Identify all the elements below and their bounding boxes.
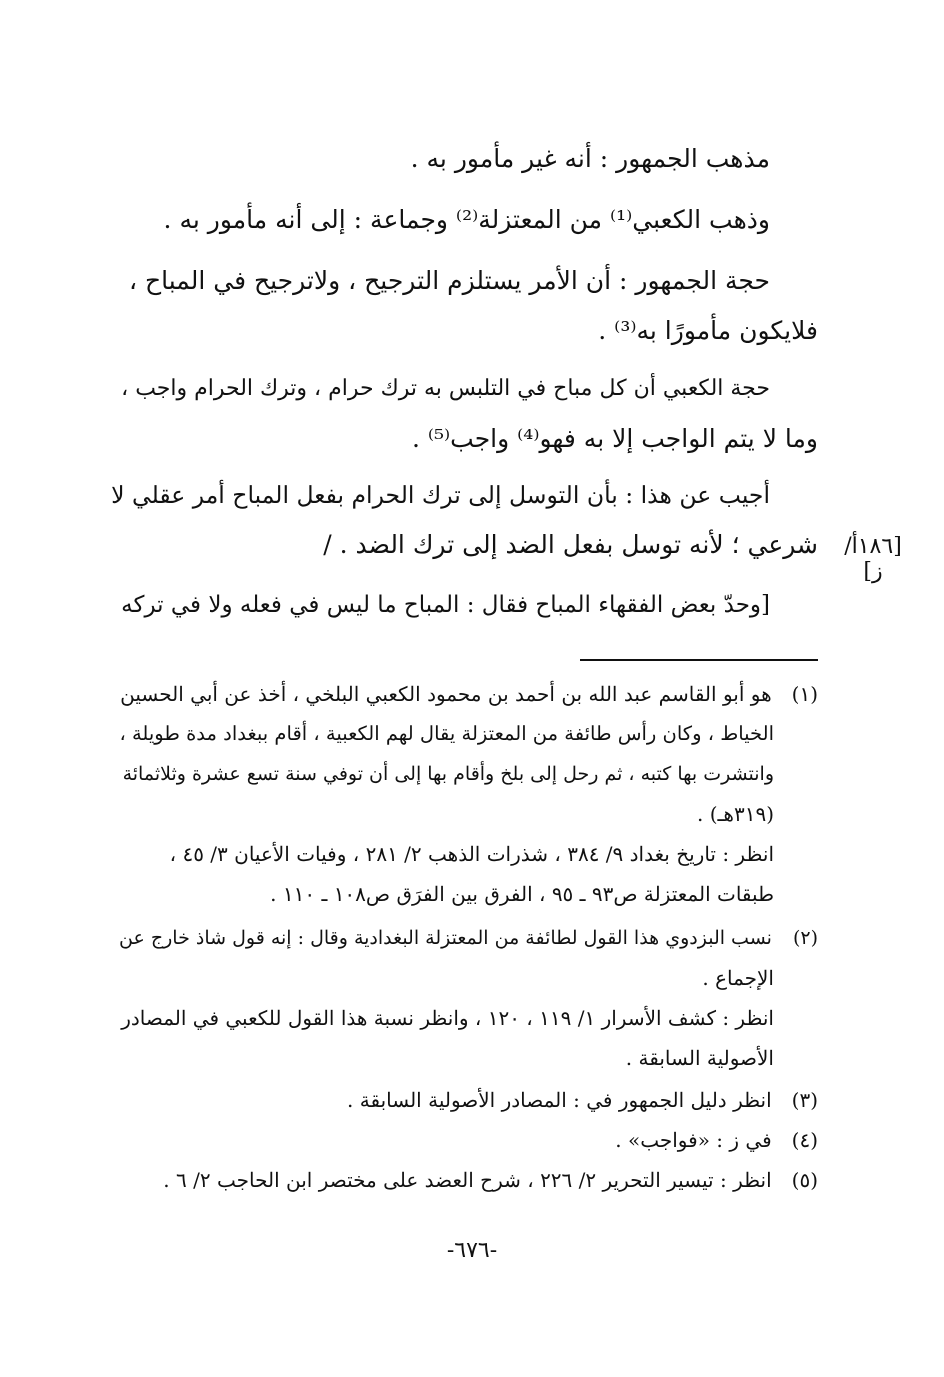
paragraph-line: [وحدّ بعض الفقهاء المباح فقال : المباح ما ليس في فعله ولا في تركه	[121, 592, 770, 618]
footnote-number: (٤)	[791, 1128, 818, 1152]
paragraph-2	[108, 195, 818, 245]
footnote-text: الأصولية السابقة .	[625, 1046, 774, 1070]
paragraph-1	[108, 134, 818, 184]
footnote-number: (١)	[791, 682, 818, 706]
page-number: -٦٧٦-	[446, 1238, 498, 1263]
paragraph-line: فلايكون مأمورًا به⁽³⁾ .	[598, 316, 818, 345]
footnote-text: في ز : «فواجب» .	[615, 1128, 772, 1152]
paragraph-line: شرعي ؛ لأنه توسل بفعل الضد إلى ترك الضد . /	[323, 530, 818, 559]
paragraph-line: مذهب الجمهور : أنه غير مأمور به .	[410, 144, 770, 173]
paragraph-6	[108, 580, 818, 630]
paragraph-line: وذهب الكعبي⁽¹⁾ من المعتزلة⁽²⁾ وجماعة : إلى أنه مأمور به .	[163, 205, 770, 234]
paragraph-line: أجيب عن هذا : بأن التوسل إلى ترك الحرام بفعل المباح أمر عقلي لا	[111, 481, 770, 509]
footnote-5	[108, 1160, 818, 1200]
paragraph-4	[108, 364, 818, 464]
footnote-text: انظر : تيسير التحرير ٢/ ٢٢٦ ، شرح العضد على مختصر ابن الحاجب ٢/ ٦ .	[163, 1168, 772, 1192]
footnote-number: (٢)	[792, 927, 818, 949]
footnote-text: (٣١٩هـ) .	[697, 802, 774, 826]
footnote-text: نسب البزدوي هذا القول لطائفة من المعتزلة البغدادية وقال : إنه قول شاذ خارج عن	[119, 927, 772, 949]
paragraph-5	[108, 470, 818, 570]
footnote-text: الخياط ، وكان رأس طائفة من المعتزلة يقال لهم الكعبية ، أقام ببغداد مدة طويلة ،	[119, 722, 774, 745]
footnote-separator	[580, 659, 818, 661]
paragraph-line: وما لا يتم الواجب إلا به فهو⁽⁴⁾ واجب⁽⁵⁾ .	[411, 424, 818, 453]
footnote-text: انظر : تاريخ بغداد ٩/ ٣٨٤ ، شذرات الذهب ٢/ ٢٨١ ، وفيات الأعيان ٣/ ٤٥ ،	[169, 842, 774, 866]
footnote-1	[108, 674, 818, 914]
footnote-text: وانتشرت بها كتبه ، ثم رحل إلى بلخ وأقام بها إلى أن توفي سنة تسع عشرة وثلاثمائة	[122, 763, 774, 785]
footnote-3	[108, 1080, 818, 1120]
footnote-text: طبقات المعتزلة ص٩٣ ـ ٩٥ ، الفرق بين الفرَق ص١٠٨ ـ ١١٠ .	[270, 882, 774, 906]
paragraph-3	[108, 256, 818, 356]
footnote-text: انظر دليل الجمهور في : المصادر الأصولية السابقة .	[347, 1088, 772, 1112]
footnote-text: هو أبو القاسم عبد الله بن أحمد بن محمود الكعبي البلخي ، أخذ عن أبي الحسين	[120, 682, 772, 706]
paragraph-line: حجة الجمهور : أن الأمر يستلزم الترجيح ، ولاترجيح في المباح ،	[128, 266, 770, 295]
footnote-2	[108, 918, 818, 1078]
paragraph-line: حجة الكعبي أن كل مباح في التلبس به ترك حرام ، وترك الحرام واجب ،	[121, 376, 770, 401]
footnote-text: انظر : كشف الأسرار ١/ ١١٩ ، ١٢٠ ، وانظر نسبة هذا القول للكعبي في المصادر	[121, 1006, 774, 1030]
footnote-text: الإجماع .	[702, 966, 774, 990]
footnote-number: (٣)	[791, 1088, 818, 1112]
footnote-number: (٥)	[791, 1168, 818, 1192]
footnote-4	[108, 1120, 818, 1160]
manuscript-folio-marker: [١٨٦أ/ز]	[844, 534, 902, 584]
